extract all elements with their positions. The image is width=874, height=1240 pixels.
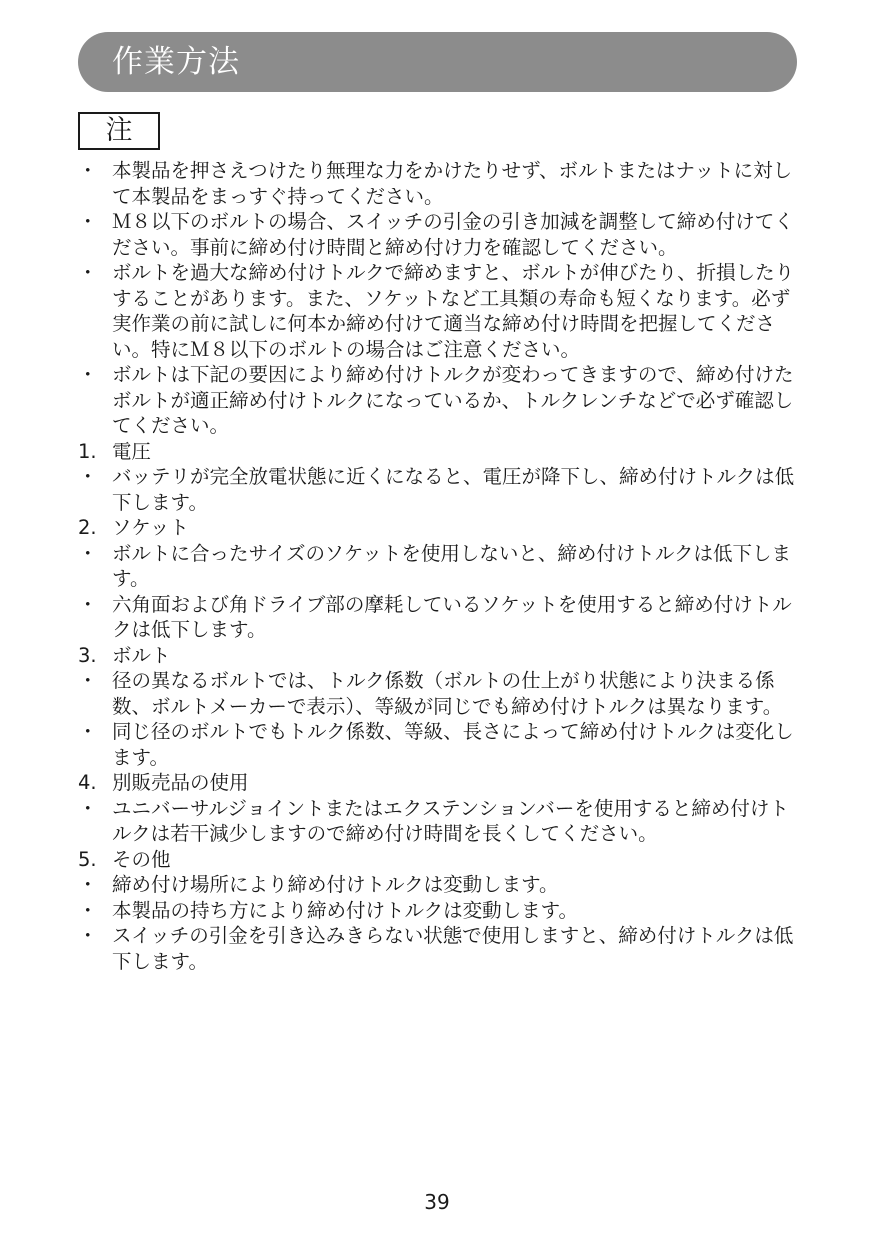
section-heading-bolt: [78, 643, 798, 669]
intro-bullet: ・ 本製品を押さえつけたり無理な力をかけたりせず、ボルトまたはナットに対して本製品をまっすぐ持ってください。: [78, 158, 798, 209]
section-bullet: ・ 同じ径のボルトでもトルク係数、等級、長さによって締め付けトルクは変化します。: [78, 719, 798, 770]
section-heading-text: ボルト: [112, 643, 171, 667]
instructions-content: [78, 158, 798, 974]
section-heading-other: [78, 847, 798, 873]
section-heading-text: 別販売品の使用: [112, 771, 249, 794]
section-header-bar: [78, 32, 797, 92]
section-bullet: ・ バッテリが完全放電状態に近くになると、電圧が降下し、締め付けトルクは低下します。: [78, 464, 798, 515]
section-heading-socket: [78, 515, 798, 541]
section-bullet: ・ ユニバーサルジョイントまたはエクステンションバーを使用すると締め付けトルクは若干減少しますので締め付け時間を長くしてください。: [78, 796, 798, 847]
intro-bullet: ・ Ｍ８以下のボルトの場合、スイッチの引金の引き加減を調整して締め付けてください。事前に締め付け時間と締め付け力を確認してください。: [78, 209, 798, 260]
page-number: 39: [424, 1190, 450, 1214]
section-bullet: ・ 本製品の持ち方により締め付けトルクは変動します。: [78, 898, 798, 924]
section-number: 5.: [78, 847, 97, 871]
section-bullet: ・ 径の異なるボルトでは、トルク係数（ボルトの仕上がり状態により決まる係数、ボルトメーカーで表示）、等級が同じでも締め付けトルクは異なります。: [78, 668, 798, 719]
section-heading-text: ソケット: [112, 516, 189, 539]
section-heading-voltage: [78, 439, 798, 465]
note-label-box: 注: [78, 112, 160, 150]
section-number: 4.: [78, 771, 97, 794]
section-number: 3.: [78, 643, 97, 667]
intro-bullet: ・ ボルトを過大な締め付けトルクで締めますと、ボルトが伸びたり、折損したりすることがあります。また、ソケットなど工具類の寿命も短くなります。必ず実作業の前に試しに何本か締め付けて適当な締め付け時間を把握してください。特にＭ８以下のボルトの場合はご注意ください。: [78, 260, 798, 362]
intro-bullet: ・ ボルトは下記の要因により締め付けトルクが変わってきますので、締め付けたボルトが適正締め付けトルクになっているか、トルクレンチなどで必ず確認してください。: [78, 362, 798, 439]
section-title: 作業方法: [112, 44, 240, 80]
section-heading-accessories: [78, 770, 798, 796]
section-heading-text: その他: [112, 847, 171, 871]
section-heading-text: 電圧: [112, 439, 152, 463]
section-bullet: ・ 六角面および角ドライブ部の摩耗しているソケットを使用すると締め付けトルクは低下します。: [78, 592, 798, 643]
section-bullet: ・ ボルトに合ったサイズのソケットを使用しないと、締め付けトルクは低下します。: [78, 541, 798, 592]
section-number: 2.: [78, 516, 97, 539]
section-bullet: ・ スイッチの引金を引き込みきらない状態で使用しますと、締め付けトルクは低下します。: [78, 923, 798, 974]
section-number: 1.: [78, 439, 97, 463]
section-bullet: ・ 締め付け場所により締め付けトルクは変動します。: [78, 872, 798, 898]
